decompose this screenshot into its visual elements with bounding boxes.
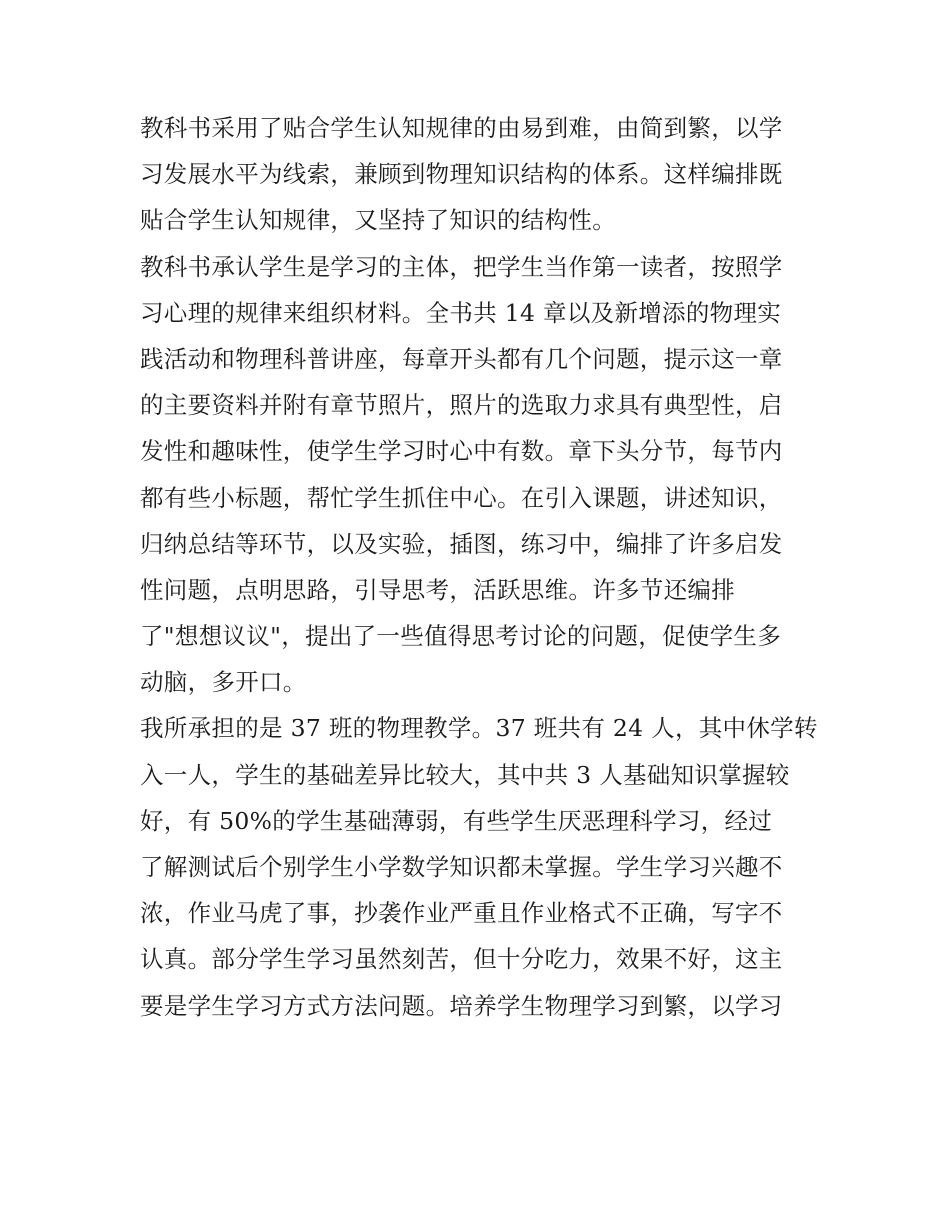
text-line: 习心理的规律来组织材料。全书共 14 章以及新增添的物理实: [140, 298, 782, 327]
text-line: 贴合学生认知规律，又坚持了知识的结构性。: [140, 206, 616, 235]
text-line: 发性和趣味性，使学生学习时心中有数。章下头分节，每节内: [140, 437, 783, 466]
text-line: 好，有 50%的学生基础薄弱，有些学生厌恶理科学习，经过: [140, 806, 773, 835]
text-line: 入一人，学生的基础差异比较大，其中共 3 人基础知识掌握较: [140, 760, 790, 789]
text-line: 要是学生学习方式方法问题。培养学生物理学习到繁，以学习: [140, 991, 783, 1020]
text-line: 教科书采用了贴合学生认知规律的由易到难，由简到繁，以学: [140, 114, 783, 142]
text-line: 都有些小标题，帮忙学生抓住中心。在引入课题，讲述知识，: [140, 483, 783, 512]
text-line: 教科书承认学生是学习的主体，把学生当作第一读者，按照学: [140, 252, 783, 281]
text-line: 了解测试后个别学生小学数学知识都未掌握。学生学习兴趣不: [140, 853, 783, 881]
text-line: 践活动和物理科普讲座，每章开头都有几个问题，提示这一章: [140, 344, 783, 373]
text-line: 性问题，点明思路，引导思考，活跃思维。许多节还编排: [140, 575, 735, 604]
text-line: 的主要资料并附有章节照片，照片的选取力求具有典型性，启: [140, 391, 783, 420]
body-text: [140, 105, 820, 1029]
text-line: 浓，作业马虎了事，抄袭作业严重且作业格式不正确，写字不: [140, 899, 783, 928]
text-line: 动脑，多开口。: [140, 668, 307, 697]
text-line: 我所承担的是 37 班的物理教学。37 班共有 24 人，其中休学转: [140, 714, 818, 743]
text-line: 归纳总结等环节，以及实验，插图，练习中，编排了许多启发: [140, 529, 783, 558]
text-line: 认真。部分学生学习虽然刻苦，但十分吃力，效果不好，这主: [140, 945, 783, 974]
text-line: 习发展水平为线索，兼顾到物理知识结构的体系。这样编排既: [140, 160, 783, 189]
text-line: 了"想想议议"，提出了一些值得思考讨论的问题，促使学生多: [140, 622, 782, 651]
